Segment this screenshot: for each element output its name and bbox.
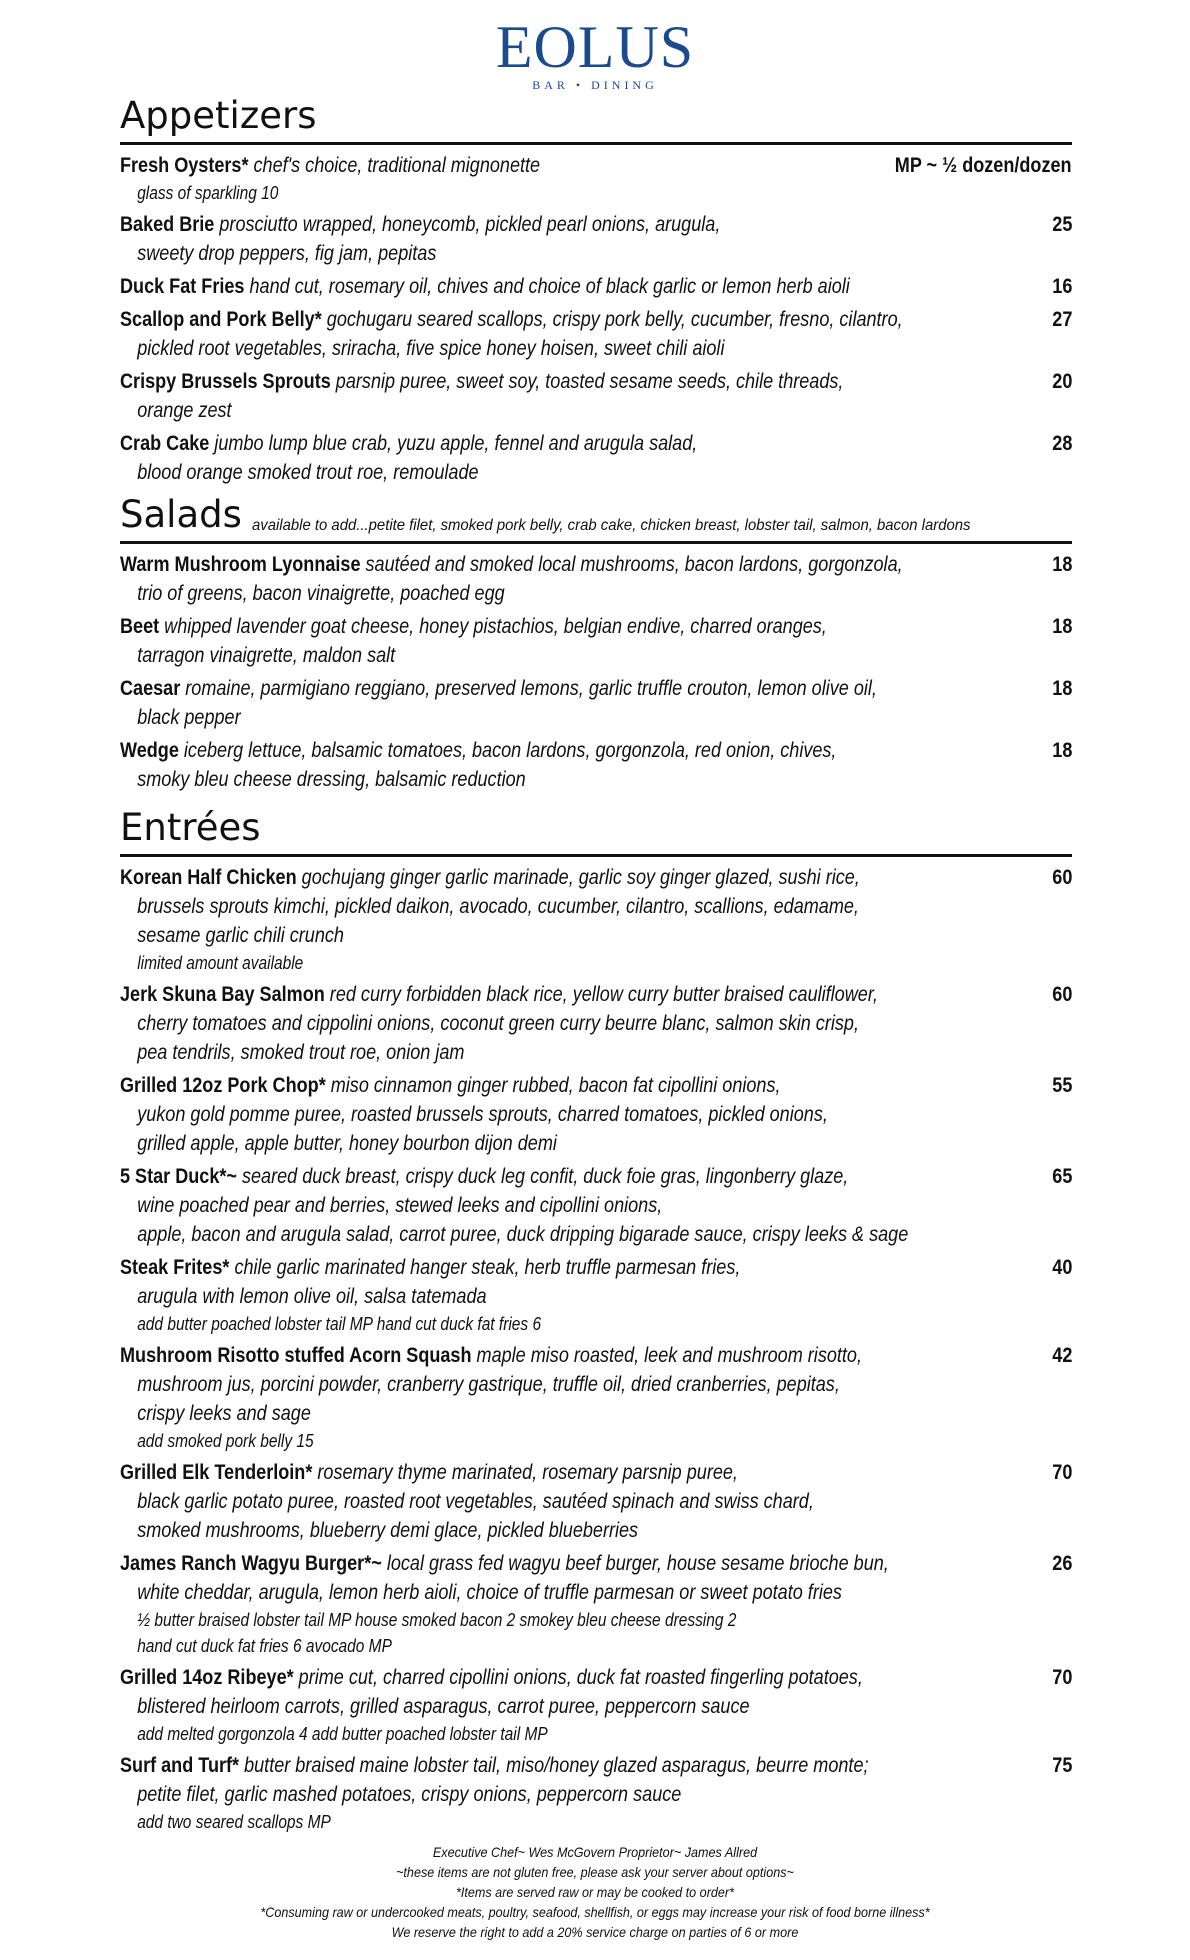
section-note: available to add...petite filet, smoked pork belly, crab cake, chicken breast, lobster tail, salmon, bacon lardons [251, 517, 971, 534]
item-description-cont: wine poached pear and berries, stewed leeks and cipollini onions, [137, 1194, 663, 1217]
item-addon: add butter poached lobster tail MP hand cut duck fat fries 6 [137, 1314, 542, 1334]
item-name: Crispy Brussels Sprouts [120, 370, 331, 393]
item-addon: glass of sparkling 10 [137, 183, 279, 203]
salads-section [120, 491, 1072, 794]
item-price: 55 [1051, 1074, 1072, 1097]
menu-item [120, 429, 1072, 487]
section-title: Entrées [120, 806, 261, 849]
menu-item [120, 736, 1072, 794]
item-name: Grilled Elk Tenderloin* [120, 1461, 313, 1484]
section-header [120, 92, 1072, 145]
item-name: Mushroom Risotto stuffed Acorn Squash [120, 1344, 472, 1367]
item-price: MP ~ ½ dozen/dozen [895, 154, 1072, 177]
item-description-cont: arugula with lemon olive oil, salsa tatemada [137, 1285, 487, 1308]
footer-line: We reserve the right to add a 20% service charge on parties of 6 or more [391, 1924, 799, 1940]
item-addon: add two seared scallops MP [137, 1812, 331, 1832]
item-description: romaine, parmigiano reggiano, preserved lemons, garlic truffle crouton, lemon olive oil, [185, 677, 877, 700]
menu-item [120, 1071, 1072, 1158]
item-description-cont: sesame garlic chili crunch [137, 924, 344, 947]
item-line [120, 1162, 879, 1191]
item-price: 18 [1051, 553, 1072, 576]
item-name: Fresh Oysters* [120, 154, 249, 177]
item-line [120, 550, 903, 579]
footer-line: *Items are served raw or may be cooked to order* [455, 1884, 735, 1900]
item-description: gochujang ginger garlic marinade, garlic soy ginger glazed, sushi rice, [301, 866, 860, 889]
item-description: prosciutto wrapped, honeycomb, pickled pearl onions, arugula, [219, 213, 721, 236]
item-line [120, 151, 879, 180]
item-line [120, 736, 879, 765]
menu-item [120, 367, 1072, 425]
item-line [120, 1071, 879, 1100]
menu-item [120, 1162, 1072, 1249]
item-description: chile garlic marinated hanger steak, herb truffle parmesan fries, [234, 1256, 741, 1279]
item-description-cont: blood orange smoked trout roe, remoulade [137, 461, 479, 484]
item-price: 18 [1051, 739, 1072, 762]
menu-item [120, 1341, 1072, 1454]
item-description-cont: smoked mushrooms, blueberry demi glace, pickled blueberries [137, 1519, 639, 1542]
item-description-cont: white cheddar, arugula, lemon herb aioli, choice of truffle parmesan or sweet potato fries [137, 1581, 842, 1604]
item-description-cont: mushroom jus, porcini powder, cranberry gastrique, truffle oil, dried cranberries, pepitas, [137, 1373, 840, 1396]
menu-item [120, 1458, 1072, 1545]
item-price: 18 [1051, 615, 1072, 638]
menu-item [120, 1549, 1072, 1659]
menu-item [120, 151, 1072, 206]
footer-line: Executive Chef~ Wes McGovern Proprietor~ James Allred [432, 1844, 758, 1860]
item-addon: limited amount available [137, 953, 304, 973]
item-description-cont: petite filet, garlic mashed potatoes, crispy onions, peppercorn sauce [137, 1783, 682, 1806]
footer-line: ~these items are not gluten free, please ask your server about options~ [396, 1864, 794, 1880]
item-description: rosemary thyme marinated, rosemary parsnip puree, [317, 1461, 738, 1484]
item-name: Korean Half Chicken [120, 866, 297, 889]
item-description-cont: crispy leeks and sage [137, 1402, 311, 1425]
item-description-cont: tarragon vinaigrette, maldon salt [137, 644, 396, 667]
item-price: 75 [1051, 1754, 1072, 1777]
section-title: Salads [120, 493, 242, 536]
menu-item [120, 305, 1072, 363]
item-description: sautéed and smoked local mushrooms, bacon lardons, gorgonzola, [365, 553, 903, 576]
item-name: Surf and Turf* [120, 1754, 240, 1777]
menu-footer [0, 1842, 1190, 1942]
menu-body [120, 92, 1072, 1839]
menu-item [120, 612, 1072, 670]
item-description: maple miso roasted, leek and mushroom risotto, [476, 1344, 862, 1367]
item-price: 65 [1051, 1165, 1072, 1188]
item-addon: ½ butter braised lobster tail MP house smoked bacon 2 smokey bleu cheese dressing 2 [137, 1610, 737, 1630]
item-description: whipped lavender goat cheese, honey pistachios, belgian endive, charred oranges, [164, 615, 827, 638]
item-description: butter braised maine lobster tail, miso/honey glazed asparagus, beurre monte; [244, 1754, 869, 1777]
item-description: iceberg lettuce, balsamic tomatoes, bacon lardons, gorgonzola, red onion, chives, [183, 739, 837, 762]
item-description-cont: black garlic potato puree, roasted root vegetables, sautéed spinach and swiss chard, [137, 1490, 814, 1513]
item-name: James Ranch Wagyu Burger*~ [120, 1552, 382, 1575]
item-description: parsnip puree, sweet soy, toasted sesame seeds, chile threads, [335, 370, 844, 393]
item-description: miso cinnamon ginger rubbed, bacon fat cipollini onions, [330, 1074, 781, 1097]
section-title: Appetizers [120, 94, 317, 137]
item-name: Grilled 12oz Pork Chop* [120, 1074, 326, 1097]
item-name: Crab Cake [120, 432, 210, 455]
item-price: 27 [1051, 308, 1072, 331]
item-line [120, 1341, 879, 1370]
item-line [120, 674, 879, 703]
items-list [120, 151, 1072, 487]
item-description: red curry forbidden black rice, yellow curry butter braised cauliflower, [329, 983, 878, 1006]
item-price: 70 [1051, 1461, 1072, 1484]
item-addon: hand cut duck fat fries 6 avocado MP [137, 1636, 392, 1656]
item-price: 20 [1051, 370, 1072, 393]
item-line [120, 612, 879, 641]
menu-item [120, 210, 1072, 268]
item-price: 70 [1051, 1666, 1072, 1689]
menu-item [120, 550, 1072, 608]
item-price: 42 [1051, 1344, 1072, 1367]
item-line [120, 210, 879, 239]
item-line [120, 1253, 879, 1282]
item-line [120, 367, 879, 396]
item-line [120, 272, 879, 301]
item-line [120, 305, 903, 334]
item-price: 28 [1051, 432, 1072, 455]
item-description-cont: pea tendrils, smoked trout roe, onion jam [137, 1041, 465, 1064]
item-description-cont: smoky bleu cheese dressing, balsamic reduction [137, 768, 526, 791]
items-list [120, 863, 1072, 1835]
item-name: Baked Brie [120, 213, 215, 236]
item-price: 60 [1051, 866, 1072, 889]
entrees-section [120, 804, 1072, 1835]
item-line [120, 1458, 879, 1487]
section-header [120, 491, 1072, 544]
item-line [120, 429, 879, 458]
item-description-cont: orange zest [137, 399, 232, 422]
menu-item [120, 863, 1072, 976]
menu-item [120, 1751, 1072, 1835]
item-line [120, 980, 879, 1009]
footer-line: *Consuming raw or undercooked meats, poultry, seafood, shellfish, or eggs may increase your risk of food borne illness* [260, 1904, 930, 1920]
item-line [120, 863, 879, 892]
item-description-cont: yukon gold pomme puree, roasted brussels sprouts, charred tomatoes, pickled onions, [137, 1103, 828, 1126]
item-name: Grilled 14oz Ribeye* [120, 1666, 294, 1689]
item-name: Duck Fat Fries [120, 275, 245, 298]
item-addon: add smoked pork belly 15 [137, 1431, 314, 1451]
menu-item [120, 674, 1072, 732]
item-description: prime cut, charred cipollini onions, duck fat roasted fingerling potatoes, [298, 1666, 863, 1689]
item-line [120, 1549, 889, 1578]
item-description: jumbo lump blue crab, yuzu apple, fennel and arugula salad, [214, 432, 698, 455]
item-name: Beet [120, 615, 160, 638]
menu-item [120, 272, 1072, 301]
item-price: 25 [1051, 213, 1072, 236]
item-description: local grass fed wagyu beef burger, house sesame brioche bun, [386, 1552, 889, 1575]
item-name: Steak Frites* [120, 1256, 230, 1279]
section-header [120, 804, 1072, 857]
item-line [120, 1663, 879, 1692]
item-line [120, 1751, 879, 1780]
item-price: 26 [1051, 1552, 1072, 1575]
menu-item [120, 1663, 1072, 1747]
item-description-cont: grilled apple, apple butter, honey bourbon dijon demi [137, 1132, 557, 1155]
item-description-cont: sweety drop peppers, fig jam, pepitas [137, 242, 437, 265]
item-description: seared duck breast, crispy duck leg confit, duck foie gras, lingonberry glaze, [241, 1165, 849, 1188]
item-description: hand cut, rosemary oil, chives and choice of black garlic or lemon herb aioli [249, 275, 850, 298]
item-price: 60 [1051, 983, 1072, 1006]
item-description: chef's choice, traditional mignonette [253, 154, 541, 177]
logo-subtitle: BAR • DINING [532, 78, 658, 92]
item-description-cont: brussels sprouts kimchi, pickled daikon, avocado, cucumber, cilantro, scallions, edamame, [137, 895, 859, 918]
appetizers-section [120, 92, 1072, 487]
item-addon: add melted gorgonzola 4 add butter poached lobster tail MP [137, 1724, 548, 1744]
item-price: 40 [1051, 1256, 1072, 1279]
item-description-cont: pickled root vegetables, sriracha, five spice honey hoisen, sweet chili aioli [137, 337, 725, 360]
item-description-cont: apple, bacon and arugula salad, carrot puree, duck dripping bigarade sauce, crispy leeks & sage [137, 1223, 909, 1246]
menu-item [120, 980, 1072, 1067]
item-price: 16 [1051, 275, 1072, 298]
item-name: Caesar [120, 677, 181, 700]
item-description-cont: blistered heirloom carrots, grilled asparagus, carrot puree, peppercorn sauce [137, 1695, 750, 1718]
menu-item [120, 1253, 1072, 1337]
item-name: Warm Mushroom Lyonnaise [120, 553, 361, 576]
item-name: Jerk Skuna Bay Salmon [120, 983, 325, 1006]
items-list [120, 550, 1072, 794]
item-name: Wedge [120, 739, 179, 762]
item-description: gochugaru seared scallops, crispy pork belly, cucumber, fresno, cilantro, [326, 308, 903, 331]
logo-wordmark: EOLUS [495, 14, 695, 80]
item-name: 5 Star Duck*~ [120, 1165, 237, 1188]
item-price: 18 [1051, 677, 1072, 700]
item-description-cont: black pepper [137, 706, 241, 729]
item-description-cont: trio of greens, bacon vinaigrette, poached egg [137, 582, 505, 605]
item-description-cont: cherry tomatoes and cippolini onions, coconut green curry beurre blanc, salmon skin crisp, [137, 1012, 859, 1035]
item-name: Scallop and Pork Belly* [120, 308, 322, 331]
